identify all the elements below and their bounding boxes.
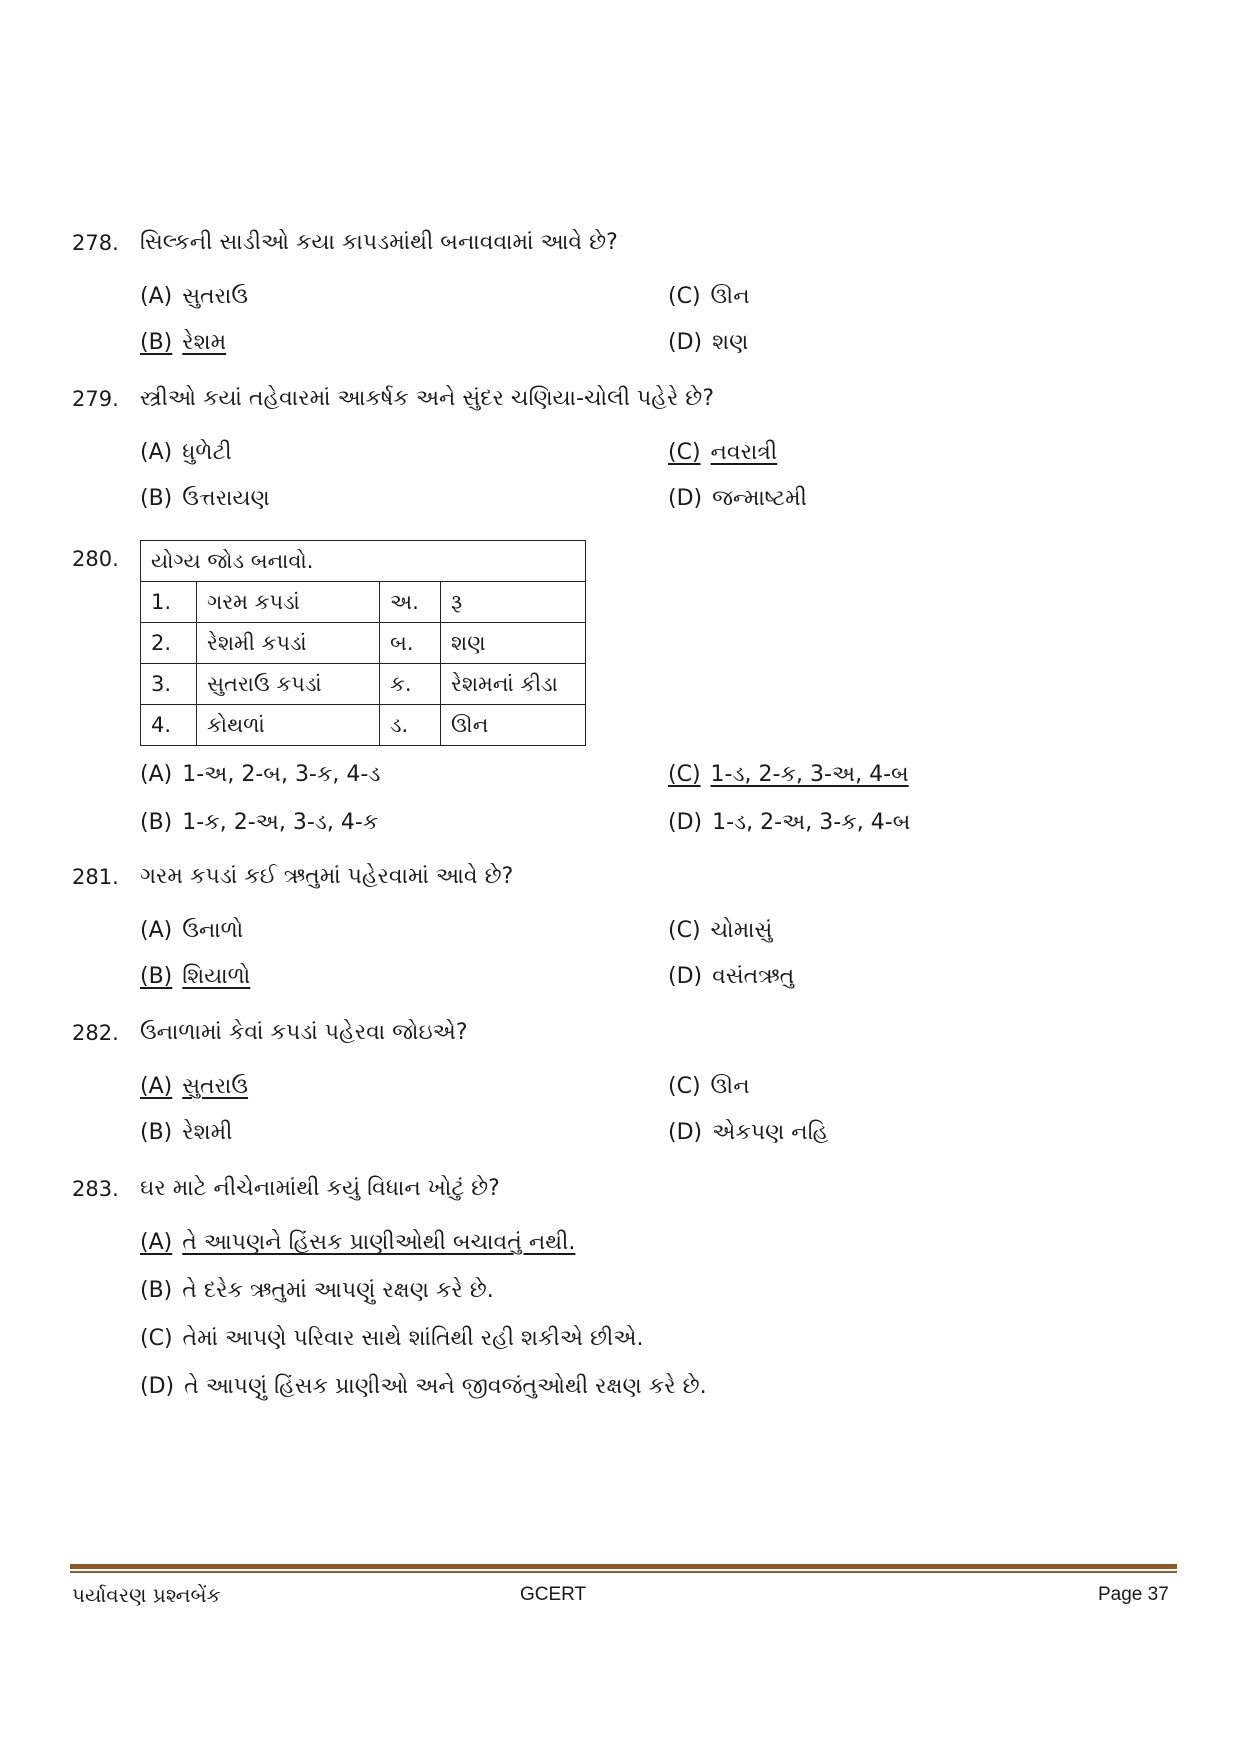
q281-option-c — [668, 916, 772, 946]
q281-option-c-text: ચોમાસું — [710, 918, 773, 943]
question-279-text: સ્ત્રીઓ કયાં તહેવારમાં આકર્ષક અને સુંદર ચણિયા-ચોલી પહેરે છે? — [140, 386, 714, 411]
match-row-key: બ. — [380, 623, 441, 664]
match-row-number: 3. — [141, 664, 197, 705]
q283-option-a-text: તે આપણને હિંસક પ્રાણીઓથી બચાવતું નથી. — [182, 1230, 576, 1255]
q278-option-d — [668, 328, 748, 358]
q283-option-d — [140, 1372, 707, 1402]
match-row-number: 4. — [141, 705, 197, 746]
q281-option-a-label: (A) — [140, 918, 173, 943]
match-row-left: રેશમી કપડાં — [197, 623, 380, 664]
q282-option-c-label: (C) — [668, 1074, 701, 1099]
q278-option-b-correct — [140, 328, 226, 358]
question-282-number: 282. — [72, 1021, 119, 1045]
match-row-right: ઊન — [441, 705, 586, 746]
q279-option-c-label: (C) — [668, 440, 701, 465]
q279-option-d — [668, 484, 807, 514]
match-row-right: રેશમનાં કીડા — [441, 664, 586, 705]
q278-option-b-text: રેશમ — [182, 330, 227, 355]
match-table-row — [141, 582, 586, 623]
q280-option-b-text: 1-ક, 2-અ, 3-ડ, 4-ક — [182, 810, 379, 835]
q282-option-d — [668, 1118, 828, 1148]
match-table — [140, 540, 586, 746]
q280-option-d — [668, 808, 910, 838]
match-row-right: રૂ — [441, 582, 586, 623]
q278-option-c-text: ઊન — [710, 284, 750, 309]
q278-option-a-text: સુતરાઉ — [182, 284, 249, 309]
question-283-number: 283. — [72, 1177, 119, 1201]
q280-option-b — [140, 808, 378, 838]
question-281-text: ગરમ કપડાં કઈ ઋતુમાં પહેરવામાં આવે છે? — [140, 864, 514, 889]
match-row-number: 1. — [141, 582, 197, 623]
q280-option-a-text: 1-અ, 2-બ, 3-ક, 4-ડ — [182, 762, 381, 787]
question-278-text: સિલ્કની સાડીઓ કયા કાપડમાંથી બનાવવામાં આવે છે? — [140, 230, 618, 255]
question-279-number: 279. — [72, 387, 119, 411]
match-table-row — [141, 623, 586, 664]
q281-option-b-text: શિયાળો — [182, 964, 251, 989]
q281-option-d-label: (D) — [668, 964, 703, 989]
match-row-left: કોથળાં — [197, 705, 380, 746]
q282-option-c — [668, 1072, 750, 1102]
q282-option-d-text: એકપણ નહિ — [712, 1120, 829, 1145]
q283-option-c-label: (C) — [140, 1326, 173, 1351]
footer-book-title: પર્યાવરણ પ્રશ્નબેંક — [72, 1583, 221, 1607]
q283-option-b-label: (B) — [140, 1278, 173, 1303]
question-283-text: ઘર માટે નીચેનામાંથી કયું વિધાન ખોટું છે? — [140, 1176, 500, 1201]
q282-option-b-label: (B) — [140, 1120, 173, 1145]
q279-option-b-text: ઉત્તરાયણ — [182, 486, 270, 511]
q280-option-a-label: (A) — [140, 762, 173, 787]
footer-page-number: Page 37 — [1098, 1584, 1169, 1605]
q283-option-a-label: (A) — [140, 1230, 173, 1255]
q278-option-c-label: (C) — [668, 284, 701, 309]
q280-option-c-label: (C) — [668, 762, 701, 787]
match-table-title: યોગ્ય જોડ બનાવો. — [141, 541, 586, 582]
question-281-number: 281. — [72, 865, 119, 889]
q281-option-b-label: (B) — [140, 964, 173, 989]
q278-option-d-label: (D) — [668, 330, 703, 355]
q283-option-b-text: તે દરેક ઋતુમાં આપણું રક્ષણ કરે છે. — [182, 1278, 494, 1303]
q281-option-b-correct — [140, 962, 250, 992]
q283-option-d-text: તે આપણું હિંસક પ્રાણીઓ અને જીવજંતુઓથી રક્ષણ કરે છે. — [184, 1374, 707, 1399]
match-row-number: 2. — [141, 623, 197, 664]
q278-option-b-label: (B) — [140, 330, 173, 355]
match-row-key: ડ. — [380, 705, 441, 746]
q278-option-a — [140, 282, 248, 312]
q279-option-d-text: જન્માષ્ટમી — [712, 486, 807, 511]
match-table-row — [141, 705, 586, 746]
q282-option-a-correct — [140, 1072, 248, 1102]
q279-option-c-correct — [668, 438, 777, 468]
q279-option-b-label: (B) — [140, 486, 173, 511]
q280-option-b-label: (B) — [140, 810, 173, 835]
q280-option-d-text: 1-ડ, 2-અ, 3-ક, 4-બ — [712, 810, 911, 835]
match-table-row — [141, 664, 586, 705]
q279-option-a-label: (A) — [140, 440, 173, 465]
match-table-header-row — [141, 541, 586, 582]
match-row-left: ગરમ કપડાં — [197, 582, 380, 623]
q280-option-a — [140, 760, 380, 790]
q279-option-d-label: (D) — [668, 486, 703, 511]
q282-option-a-label: (A) — [140, 1074, 173, 1099]
footer-divider — [70, 1564, 1177, 1569]
q279-option-c-text: નવરાત્રી — [710, 440, 778, 465]
q281-option-d — [668, 962, 794, 992]
question-278-number: 278. — [72, 231, 119, 255]
q282-option-b-text: રેશમી — [182, 1120, 233, 1145]
match-row-key: ક. — [380, 664, 441, 705]
match-row-key: અ. — [380, 582, 441, 623]
q279-option-b — [140, 484, 270, 514]
q281-option-a-text: ઉનાળો — [182, 918, 244, 943]
q278-option-a-label: (A) — [140, 284, 173, 309]
q279-option-a-text: ધુળેટી — [182, 440, 232, 465]
q283-option-a-correct — [140, 1228, 575, 1258]
q281-option-d-text: વસંતઋતુ — [712, 964, 795, 989]
footer-divider-thin — [70, 1571, 1177, 1573]
question-280-number: 280. — [72, 547, 119, 571]
q281-option-a — [140, 916, 243, 946]
q282-option-c-text: ઊન — [710, 1074, 750, 1099]
q280-option-c-correct — [668, 760, 909, 790]
q280-option-c-text: 1-ડ, 2-ક, 3-અ, 4-બ — [710, 762, 909, 787]
q283-option-c-text: તેમાં આપણે પરિવાર સાથે શાંતિથી રહી શકીએ છીએ. — [182, 1326, 644, 1351]
q283-option-c — [140, 1324, 644, 1354]
match-row-left: સુતરાઉ કપડાં — [197, 664, 380, 705]
q283-option-d-label: (D) — [140, 1374, 175, 1399]
q282-option-b — [140, 1118, 232, 1148]
footer-publisher: GCERT — [520, 1584, 587, 1605]
q278-option-c — [668, 282, 750, 312]
q279-option-a — [140, 438, 232, 468]
q281-option-c-label: (C) — [668, 918, 701, 943]
q283-option-b — [140, 1276, 494, 1306]
q278-option-d-text: શણ — [712, 330, 749, 355]
question-282-text: ઉનાળામાં કેવાં કપડાં પહેરવા જોઇએ? — [140, 1020, 468, 1045]
q282-option-a-text: સુતરાઉ — [182, 1074, 249, 1099]
q280-option-d-label: (D) — [668, 810, 703, 835]
match-row-right: શણ — [441, 623, 586, 664]
q282-option-d-label: (D) — [668, 1120, 703, 1145]
